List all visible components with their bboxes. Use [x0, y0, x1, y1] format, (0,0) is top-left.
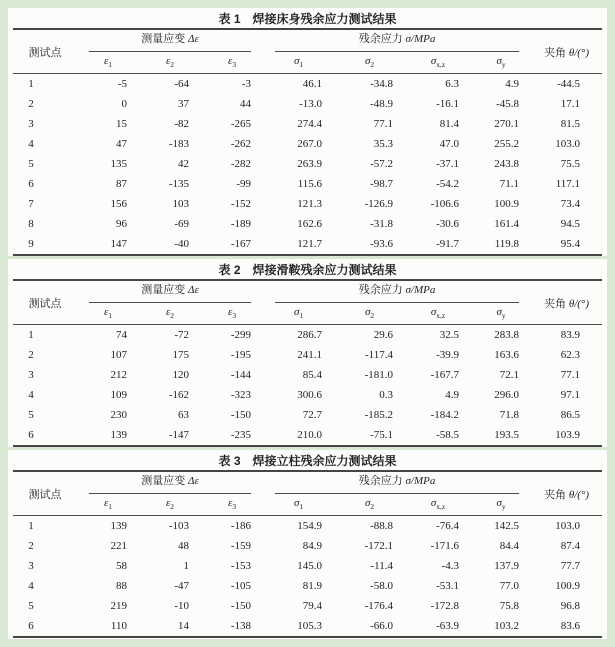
cell-value: 103.0: [555, 138, 581, 150]
cell-value: 117.1: [555, 178, 581, 190]
cell-value: 175: [172, 349, 189, 361]
cell-value: 47.0: [439, 138, 460, 150]
cell-value: 72.7: [302, 409, 323, 421]
cell-value: 103: [172, 198, 189, 210]
header-sigma-y: $\sigma_y$: [471, 52, 531, 74]
cell-value: -58.5: [436, 429, 460, 441]
header-sigma-y: $\sigma_y$: [471, 303, 531, 325]
cell-value: -103: [168, 520, 189, 532]
cell-value: 274.4: [297, 118, 323, 130]
cell-value: 296.0: [494, 389, 520, 401]
cell-value: -63.9: [436, 620, 460, 632]
table-row: [13, 94, 602, 114]
cell-value: 161.4: [494, 218, 520, 230]
cell-test-point: 5: [28, 158, 34, 170]
cell-value: 263.9: [297, 158, 323, 170]
cell-value: 147: [110, 238, 127, 250]
cell-value: -54.2: [436, 178, 460, 190]
cell-value: -195: [230, 349, 252, 361]
cell-value: 0.3: [379, 389, 394, 401]
cell-value: -11.4: [370, 560, 394, 572]
table-row: [13, 74, 602, 95]
cell-value: -58.0: [370, 580, 394, 592]
cell-value: 77.1: [373, 118, 394, 130]
cell-value: 1: [183, 560, 189, 572]
cell-value: 162.6: [297, 218, 323, 230]
cell-value: 219: [110, 600, 127, 612]
cell-value: 107: [110, 349, 127, 361]
cell-value: 100.9: [494, 198, 520, 210]
cell-value: -135: [168, 178, 189, 190]
header-strain-group: [77, 471, 263, 494]
cell-value: 79.4: [302, 600, 323, 612]
table-row: [13, 385, 602, 405]
cell-value: 84.9: [302, 540, 323, 552]
results-table-3: [13, 470, 602, 638]
cell-value: -150: [230, 600, 252, 612]
table-row: [13, 214, 602, 234]
cell-value: -323: [230, 389, 252, 401]
angle-label: 夹角: [544, 46, 567, 59]
cell-value: -99: [236, 178, 252, 190]
cell-value: -47: [174, 580, 189, 592]
cell-value: -162: [168, 389, 189, 401]
cell-value: 120: [172, 369, 189, 381]
cell-value: 103.0: [555, 520, 581, 532]
cell-test-point: 1: [28, 520, 34, 532]
cell-value: 86.5: [560, 409, 581, 421]
angle-symbol: θ/(°): [568, 297, 589, 310]
table-3-body: [13, 516, 602, 638]
cell-value: -72: [174, 329, 189, 341]
cell-test-point: 1: [28, 78, 34, 90]
cell-value: 73.4: [560, 198, 581, 210]
cell-value: 72.1: [499, 369, 520, 381]
cell-value: -88.8: [370, 520, 394, 532]
cell-value: 35.3: [373, 138, 394, 150]
table-section-1: [8, 8, 607, 256]
cell-value: -126.9: [364, 198, 394, 210]
stress-group-label: 残余应力: [358, 33, 403, 45]
cell-value: 105.3: [297, 620, 323, 632]
table-row: [13, 325, 602, 346]
cell-test-point: 5: [28, 409, 34, 421]
cell-value: 75.8: [499, 600, 520, 612]
cell-value: 137.9: [494, 560, 520, 572]
cell-value: 115.6: [297, 178, 323, 190]
cell-value: -3: [241, 78, 252, 90]
cell-value: 71.1: [499, 178, 520, 190]
table-section-3: [8, 450, 607, 639]
cell-value: -34.8: [370, 78, 394, 90]
header-sigma-y: $\sigma_y$: [471, 494, 531, 516]
cell-value: 243.8: [494, 158, 520, 170]
cell-value: -172.8: [430, 600, 460, 612]
cell-value: 100.9: [555, 580, 581, 592]
cell-value: -185.2: [364, 409, 394, 421]
cell-value: 94.5: [560, 218, 581, 230]
cell-value: 77.0: [499, 580, 520, 592]
header-epsilon-2: $\varepsilon_2$: [139, 52, 201, 74]
header-sigma-1: $\sigma_1$: [263, 494, 334, 516]
cell-value: 283.8: [494, 329, 520, 341]
cell-value: -39.9: [436, 349, 460, 361]
cell-value: 58: [116, 560, 127, 572]
header-sigma-xz: $\sigma_{x,z}$: [405, 52, 471, 74]
cell-value: 15: [116, 118, 127, 130]
cell-value: 95.4: [560, 238, 581, 250]
header-sigma-xz: $\sigma_{x,z}$: [405, 303, 471, 325]
strain-group-label: 测量应变: [141, 475, 186, 487]
cell-value: 87: [116, 178, 127, 190]
cell-test-point: 2: [28, 540, 34, 552]
cell-value: 300.6: [297, 389, 323, 401]
header-sigma-2: $\sigma_2$: [334, 303, 405, 325]
header-epsilon-1: $\varepsilon_1$: [77, 494, 139, 516]
cell-value: 44: [240, 98, 252, 110]
cell-value: -167: [230, 238, 252, 250]
cell-test-point: 9: [28, 238, 34, 250]
cell-value: -106.6: [430, 198, 460, 210]
header-epsilon-3: $\varepsilon_3$: [201, 494, 263, 516]
cell-value: -299: [230, 329, 252, 341]
cell-value: 14: [178, 620, 189, 632]
cell-value: -98.7: [370, 178, 394, 190]
table-1-body: [13, 74, 602, 256]
cell-value: 103.9: [555, 429, 581, 441]
cell-value: 71.8: [499, 409, 520, 421]
header-test-point: 测试点: [13, 29, 77, 74]
cell-value: 119.8: [494, 238, 520, 250]
header-epsilon-3: $\varepsilon_3$: [201, 52, 263, 74]
cell-value: -82: [174, 118, 189, 130]
cell-value: -117.4: [365, 349, 394, 361]
cell-value: 230: [110, 409, 127, 421]
strain-group-label: 测量应变: [141, 33, 186, 45]
stress-group-symbol: σ/MPa: [405, 475, 436, 487]
cell-test-point: 5: [28, 600, 34, 612]
table-row: [13, 405, 602, 425]
cell-value: 84.4: [499, 540, 520, 552]
cell-value: -57.2: [370, 158, 394, 170]
table-2-title: 表 2 焊接滑鞍残余应力测试结果: [218, 263, 397, 277]
cell-value: 135: [110, 158, 127, 170]
cell-value: -144: [230, 369, 252, 381]
results-table-2: [13, 279, 602, 447]
header-epsilon-2: $\varepsilon_2$: [139, 494, 201, 516]
cell-value: 139: [110, 520, 127, 532]
table-row: [13, 114, 602, 134]
cell-value: 46.1: [302, 78, 323, 90]
cell-value: -91.7: [436, 238, 460, 250]
cell-test-point: 4: [28, 138, 34, 150]
header-epsilon-1: $\varepsilon_1$: [77, 303, 139, 325]
cell-value: -4.3: [441, 560, 460, 572]
cell-value: -262: [230, 138, 252, 150]
cell-value: -76.4: [436, 520, 460, 532]
strain-group-symbol: Δε: [187, 475, 199, 487]
table-row: [13, 576, 602, 596]
table-row: [13, 365, 602, 385]
header-strain-group: [77, 280, 263, 303]
cell-test-point: 6: [28, 620, 34, 632]
cell-value: 87.4: [560, 540, 581, 552]
cell-value: -159: [230, 540, 252, 552]
cell-value: -45.8: [496, 98, 520, 110]
angle-label: 夹角: [544, 488, 567, 501]
table-row: [13, 174, 602, 194]
cell-value: 156: [110, 198, 127, 210]
cell-value: 154.9: [297, 520, 323, 532]
cell-value: 48: [178, 540, 189, 552]
angle-symbol: θ/(°): [568, 488, 589, 501]
cell-value: 109: [110, 389, 127, 401]
header-sigma-xz: $\sigma_{x,z}$: [405, 494, 471, 516]
table-2-body: [13, 325, 602, 447]
cell-value: 29.6: [373, 329, 394, 341]
cell-value: -235: [230, 429, 252, 441]
cell-value: -75.1: [370, 429, 394, 441]
cell-value: -66.0: [370, 620, 394, 632]
cell-value: -105: [230, 580, 252, 592]
table-row: [13, 536, 602, 556]
cell-value: 96.8: [560, 600, 581, 612]
cell-value: 17.1: [560, 98, 581, 110]
header-test-point: 测试点: [13, 471, 77, 516]
cell-value: -93.6: [370, 238, 394, 250]
table-row: [13, 516, 602, 537]
cell-value: -153: [230, 560, 252, 572]
cell-value: 32.5: [439, 329, 460, 341]
table-row: [13, 425, 602, 446]
header-stress-group: [263, 29, 531, 52]
cell-test-point: 6: [28, 178, 34, 190]
header-angle: [531, 280, 602, 325]
cell-value: 286.7: [297, 329, 323, 341]
stress-group-label: 残余应力: [358, 284, 403, 296]
cell-value: 62.3: [560, 349, 581, 361]
cell-value: 221: [110, 540, 127, 552]
cell-value: 81.9: [302, 580, 323, 592]
cell-value: -181.0: [364, 369, 394, 381]
cell-value: 42: [178, 158, 189, 170]
cell-value: 142.5: [494, 520, 520, 532]
cell-value: 255.2: [494, 138, 520, 150]
table-row: [13, 154, 602, 174]
cell-test-point: 2: [28, 349, 34, 361]
stress-group-symbol: σ/MPa: [405, 284, 436, 296]
cell-value: -167.7: [430, 369, 460, 381]
strain-group-symbol: Δε: [187, 284, 199, 296]
cell-value: 4.9: [445, 389, 460, 401]
header-stress-group: [263, 280, 531, 303]
table-1-title: 表 1 焊接床身残余应力测试结果: [218, 12, 397, 26]
cell-value: -147: [168, 429, 189, 441]
cell-value: -184.2: [430, 409, 460, 421]
cell-value: 77.7: [560, 560, 581, 572]
table-row: [13, 234, 602, 255]
cell-value: -172.1: [364, 540, 394, 552]
cell-value: -171.6: [430, 540, 460, 552]
cell-value: 193.5: [494, 429, 520, 441]
table-row: [13, 345, 602, 365]
cell-test-point: 2: [28, 98, 34, 110]
angle-label: 夹角: [544, 297, 567, 310]
cell-test-point: 3: [28, 118, 34, 130]
cell-value: -138: [230, 620, 252, 632]
header-stress-group: [263, 471, 531, 494]
cell-value: 47: [116, 138, 127, 150]
stress-group-symbol: σ/MPa: [405, 33, 436, 45]
cell-test-point: 6: [28, 429, 34, 441]
cell-value: 83.9: [560, 329, 581, 341]
cell-test-point: 4: [28, 580, 34, 592]
header-epsilon-3: $\varepsilon_3$: [201, 303, 263, 325]
cell-value: -44.5: [557, 78, 581, 90]
cell-value: 96: [116, 218, 127, 230]
cell-value: 270.1: [494, 118, 520, 130]
cell-value: 37: [178, 98, 189, 110]
cell-value: 212: [110, 369, 127, 381]
header-sigma-1: $\sigma_1$: [263, 303, 334, 325]
cell-value: -40: [174, 238, 189, 250]
cell-value: -265: [230, 118, 252, 130]
cell-value: 63: [178, 409, 189, 421]
cell-test-point: 1: [28, 329, 34, 341]
cell-test-point: 3: [28, 560, 34, 572]
cell-test-point: 4: [28, 389, 34, 401]
header-epsilon-2: $\varepsilon_2$: [139, 303, 201, 325]
strain-group-label: 测量应变: [141, 284, 186, 296]
cell-value: -53.1: [436, 580, 460, 592]
cell-value: 83.6: [560, 620, 581, 632]
cell-value: -13.0: [299, 98, 323, 110]
cell-value: -150: [230, 409, 252, 421]
cell-value: -31.8: [370, 218, 394, 230]
header-strain-group: [77, 29, 263, 52]
cell-test-point: 8: [28, 218, 34, 230]
cell-value: 85.4: [302, 369, 323, 381]
table-row: [13, 556, 602, 576]
cell-value: -152: [230, 198, 252, 210]
cell-value: -48.9: [370, 98, 394, 110]
cell-value: -64: [174, 78, 189, 90]
cell-value: -10: [174, 600, 189, 612]
cell-value: 267.0: [297, 138, 323, 150]
cell-value: 121.3: [297, 198, 323, 210]
header-test-point: 测试点: [13, 280, 77, 325]
cell-value: 210.0: [297, 429, 323, 441]
header-epsilon-1: $\varepsilon_1$: [77, 52, 139, 74]
cell-value: 103.2: [494, 620, 520, 632]
cell-value: 81.4: [439, 118, 460, 130]
table-section-2: [8, 259, 607, 447]
cell-value: 121.7: [297, 238, 323, 250]
cell-value: 241.1: [297, 349, 323, 361]
cell-value: -69: [174, 218, 189, 230]
cell-value: -16.1: [436, 98, 460, 110]
header-sigma-1: $\sigma_1$: [263, 52, 334, 74]
cell-value: 81.5: [560, 118, 581, 130]
table-row: [13, 134, 602, 154]
cell-value: 145.0: [297, 560, 323, 572]
cell-value: -282: [230, 158, 252, 170]
stress-group-label: 残余应力: [358, 475, 403, 487]
cell-value: -30.6: [436, 218, 460, 230]
results-table-1: [13, 28, 602, 256]
header-sigma-2: $\sigma_2$: [334, 494, 405, 516]
cell-value: 75.5: [560, 158, 581, 170]
cell-value: 139: [110, 429, 127, 441]
cell-value: -37.1: [436, 158, 460, 170]
cell-value: -186: [230, 520, 252, 532]
cell-value: 77.1: [560, 369, 581, 381]
table-row: [13, 194, 602, 214]
cell-value: 4.9: [505, 78, 520, 90]
table-row: [13, 616, 602, 637]
table-3-title: 表 3 焊接立柱残余应力测试结果: [218, 454, 397, 468]
header-angle: [531, 471, 602, 516]
cell-value: 74: [116, 329, 127, 341]
cell-test-point: 7: [28, 198, 34, 210]
cell-value: 163.6: [494, 349, 520, 361]
cell-value: 88: [116, 580, 127, 592]
cell-value: -183: [168, 138, 189, 150]
cell-value: -189: [230, 218, 252, 230]
cell-test-point: 3: [28, 369, 34, 381]
strain-group-symbol: Δε: [187, 33, 199, 45]
table-row: [13, 596, 602, 616]
cell-value: 6.3: [445, 78, 460, 90]
header-sigma-2: $\sigma_2$: [334, 52, 405, 74]
cell-value: 110: [110, 620, 127, 632]
cell-value: 0: [121, 98, 127, 110]
cell-value: -176.4: [364, 600, 394, 612]
cell-value: -5: [117, 78, 127, 90]
angle-symbol: θ/(°): [568, 46, 589, 59]
cell-value: 97.1: [560, 389, 581, 401]
header-angle: [531, 29, 602, 74]
